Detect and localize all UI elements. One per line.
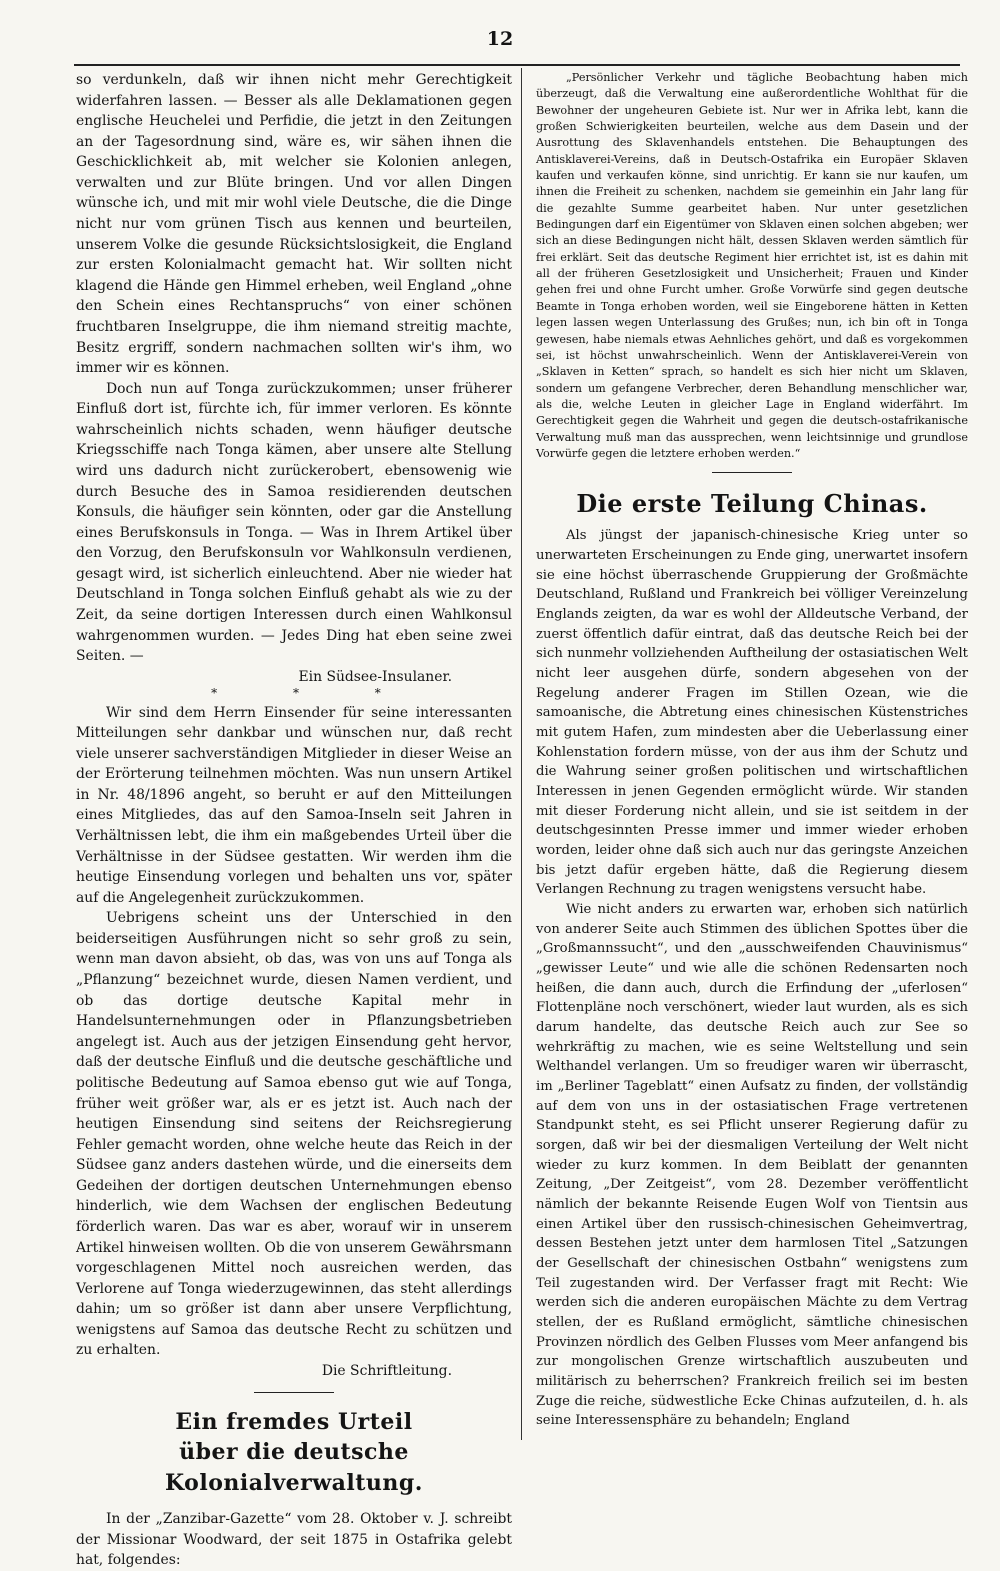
paragraph: In der „Zanzibar-Gazette“ vom 28. Oktober v. J. schreibt der Missionar Woodward, der seit 1875 in Ostafrika gelebt hat, folgendes: <box>76 1511 512 1569</box>
article-heading: Die erste Teilung Chinas. <box>576 489 928 519</box>
paragraph: Doch nun auf Tonga zurückzukommen; unser früherer Einfluß dort ist, fürchte ich, für immer verloren. Es könnte wahrscheinlich nichts schaden, wenn häufiger deutsche Kriegsschiffe nach Tonga kämen, aber unsere alte Stellung wird uns dadurch nicht zurückerobert, ebensowenig wie durch Besuche des in Samoa residierenden deutschen Konsuls, die häufiger sein könnten, oder gar die Anstellung eines Berufskonsuls in Tonga. — Was in Ihrem Artikel über den Vorzug, den Berufskonsuln vor Wahlkonsuln verdienen, gesagt wird, ist sicherlich einleuchtend. Aber nie wieder hat Deutschland in Tonga solchen Einfluß gehabt als wie zu der Zeit, da seine dortigen Interessen durch einen Wahlkonsul wahrgenommen wurden. — Jedes Ding hat eben seine zwei Seiten. — <box>76 380 512 665</box>
section-separator: * * * <box>211 686 417 701</box>
section-rule <box>254 1392 334 1393</box>
paragraph: Als jüngst der japanisch-chinesische Krieg unter so unerwarteten Erscheinungen zu Ende ging, unerwartet insofern sie eine höchst überraschende Gruppierung der Großmächte Deutschland, Rußland und Frankreich bei völliger Vereinzelung Englands zeigten, da war es wohl der Alldeutsche Verband, der zuerst öffentlich dafür eintrat, daß das deutsche Reich bei der sich nunmehr vollziehenden Auftheilung der ostasiatischen Welt nicht leer ausgehen dürfe, sondern abgesehen von der Regelung anderer Fragen im Stillen Ozean, wie die samoanische, die Abtretung eines chinesischen Küstenstriches mit gutem Hafen, zum mindesten aber die Ueberlassung einer Kohlenstation fordern müsse, von der aus ihm der Schutz und die Wahrung seiner großen politischen und wirtschaftlichen Interessen in jenen Gegenden ermöglicht würde. Wir standen mit dieser Forderung nicht allein, und sie ist seitdem in der deutschgesinnten Presse immer und immer wieder erhoben worden, leider ohne daß sich auch nur das geringste Anzeichen bis jetzt dafür ergeben hätte, daß die Regierung diesem Verlangen Rechnung zu tragen wenigstens versucht habe. <box>536 528 968 898</box>
paragraph: Wir sind dem Herrn Einsender für seine interessanten Mitteilungen sehr dankbar und wünschen nur, daß recht viele unserer sachverständigen Mitglieder in dieser Weise an der Erörterung teilnehmen möchten. Was nun unsern Artikel in Nr. 48/1896 angeht, so beruht er auf den Mitteilungen eines Mitgliedes, das auf den Samoa-Inseln seit Jahren in Verhältnissen lebt, die ihm ein maßgebendes Urteil über die Verhältnisse in der Südsee gestatten. Wir werden ihm die heutige Einsendung vorlegen und behalten uns vor, später auf die Angelegenheit zurückzukommen. <box>76 704 512 906</box>
page-number: 12 <box>486 28 514 50</box>
quotation-block <box>536 70 968 462</box>
paragraph: Wie nicht anders zu erwarten war, erhoben sich natürlich von anderer Seite auch Stimmen des üblichen Spottes über die „Großmannssucht“, und den „ausschweifenden Chauvinismus“ „gewisser Leute“ und wie alle die schönen Redensarten noch heißen, die dann auch, durch die Erfindung der „uferlosen“ Flottenpläne noch verschönert, wieder laut wurden, als es sich darum handelte, das deutsche Reich auch zur See so wehrkräftig zu machen, wie es seine Weltstellung und sein Welthandel verlangen. Um so freudiger waren wir überrascht, im „Berliner Tageblatt“ einen Aufsatz zu finden, der vollständig auf dem von uns in der ostasiatischen Frage vertretenen Standpunkt steht, es sei Pflicht unserer Regierung dafür zu sorgen, daß wir bei der diesmaligen Verteilung der Welt nicht wieder zu kurz kommen. In dem Beiblatt der genannten Zeitung, „Der Zeitgeist“, vom 28. Dezember veröffentlicht nämlich der bekannte Reisende Eugen Wolf von Tientsin aus einen Artikel über den russisch-chinesischen Geheimvertrag, dessen Bestehen jetzt unter dem harmlosen Titel „Satzungen der Gesellschaft der chinesischen Ostbahn“ wenigstens zum Teil zugestanden wird. Der Verfasser fragt mit Recht: Wie werden sich die anderen europäischen Mächte zu dem Vertrag stellen, der es Rußland ermöglicht, sämtliche chinesischen Provinzen nördlich des Gelben Flusses vom Meer anfangend bis zur mongolischen Grenze wirtschaftlich auszubeuten und militärisch zu beherrschen? Frankreich freilich sei im besten Zuge die reiche, südwestliche Ecke Chinas aufzuteilen, d. h. als seine Interessensphäre zu behandeln; England <box>536 902 968 1429</box>
paragraph: „Persönlicher Verkehr und tägliche Beobachtung haben mich überzeugt, daß die Verwaltung eine außerordentliche Wohlthat für die Bewohner der ungeheuren Gebiete ist. Nur wer in Afrika lebt, kann die großen Schwierigkeiten beurteilen, welche aus dem Dasein und der Ausrottung des Sklavenhandels entstehen. Die Behauptungen des Antisklaverei-Vereins, daß in Deutsch-Ostafrika ein Europäer Sklaven kaufen und verkaufen könne, sind unrichtig. Er kann sie nur kaufen, um ihnen die Freiheit zu schenken, nachdem sie gemeinhin ein Jahr lang für die gezahlte Summe gearbeitet haben. Nur unter gesetzlichen Bedingungen darf ein Eigentümer von Sklaven einen solchen abgeben; wer sich an diese Bedingungen nicht hält, dessen Sklaven werden sämtlich für frei erklärt. Seit das deutsche Regiment hier errichtet ist, ist es dahin mit all der früheren Gesetzlosigkeit und Unsicherheit; Frauen und Kinder gehen frei und ohne Furcht umher. Große Vorwürfe sind gegen deutsche Beamte in Tonga erhoben worden, weil sie Eingeborene hätten in Ketten legen lassen wegen Unterlassung des Grußes; nun, ich bin oft in Tonga gewesen, habe niemals etwas Aehnliches gehört, und daß es vorgekommen sei, ist höchst unwahrscheinlich. Wenn der Antisklaverei-Verein von „Sklaven in Ketten“ sprach, so handelt es sich hier nicht um Sklaven, sondern um gefangene Verbrecher, deren Behandlung menschlicher war, als die, welche Leuten in gleicher Lage in England widerfährt. Im Gerechtigkeit gegen die Wahrheit und gegen die deutsch-ostafrikanische Verwaltung muß man das aussprechen, wenn leichtsinnige und grundlose Vorwürfe gegen die letztere erhoben werden.“ <box>536 71 968 460</box>
left-column <box>76 70 512 1569</box>
signature: Ein Südsee-Insulaner. <box>298 668 452 685</box>
article-heading <box>76 1407 512 1499</box>
section-rule <box>712 472 792 473</box>
paragraph: Uebrigens scheint uns der Unterschied in den beiderseitigen Ausführungen nicht so sehr groß zu sein, wenn man davon absieht, ob das, was von uns auf Tonga als „Pflanzung“ bezeichnet wurde, diesen Namen verdient, und ob das dortige deutsche Kapital mehr in Handelsunternehmungen oder in Pflanzungsbetrieben angelegt ist. Auch aus der jetzigen Einsendung geht hervor, daß der deutsche Einfluß und die deutsche geschäftliche und politische Bedeutung auf Samoa ebenso gut wie auf Tonga, früher weit größer war, als er es jetzt ist. Auch nach der heutigen Einsendung sind seitens der Reichsregierung Fehler gemacht worden, ohne welche heute das Reich in der Südsee ganz anders dastehen würde, und die einerseits dem Gedeihen der dortigen deutschen Unternehmungen ebenso hinderlich, wie dem Wachsen der englischen Bedeutung förderlich waren. Das war es aber, worauf wir in unserem Artikel hinweisen wollten. Ob die von unserem Gewährsmann vorgeschlagenen Mittel noch ausreichen werden, das Verlorene auf Tonga wiederzugewinnen, das steht allerdings dahin; um so größer ist dann aber unsere Verpflichtung, wenigstens auf Samoa das deutsche Recht zu schützen und zu erhalten. <box>76 910 512 1359</box>
header-rule <box>74 64 960 66</box>
heading-line: Ein fremdes Urteil <box>175 1408 413 1435</box>
right-column <box>536 70 968 1440</box>
paragraph: so verdunkeln, daß wir ihnen nicht mehr Gerechtigkeit widerfahren lassen. — Besser als alle Deklamationen gegen englische Heuchelei und Perfidie, die jetzt in den Zeitungen an der Tagesordnung sind, wäre es, wir sähen ihnen die Geschicklichkeit ab, mit welcher sie Kolonien anlegen, verwalten und zur Blüte bringen. Und vor allen Dingen wünsche ich, und mit mir wohl viele Deutsche, die die Dinge nicht nur vom grünen Tisch aus kennen und beurteilen, unserem Volke die gesunde Rücksichtslosigkeit, die England zur ersten Kolonialmacht gemacht hat. Wir sollten nicht klagend die Hände gen Himmel erheben, weil England „ohne den Schein eines Rechtanspruchs“ von einer schönen fruchtbaren Inselgruppe, die ihm niemand streitig machte, Besitz ergriff, sondern nachmachen sollten wir's ihm, wo immer wir es können. <box>76 72 512 377</box>
heading-line: über die deutsche Kolonialverwaltung. <box>165 1439 423 1497</box>
column-divider <box>521 68 522 1440</box>
signature: Die Schriftleitung. <box>321 1363 452 1380</box>
